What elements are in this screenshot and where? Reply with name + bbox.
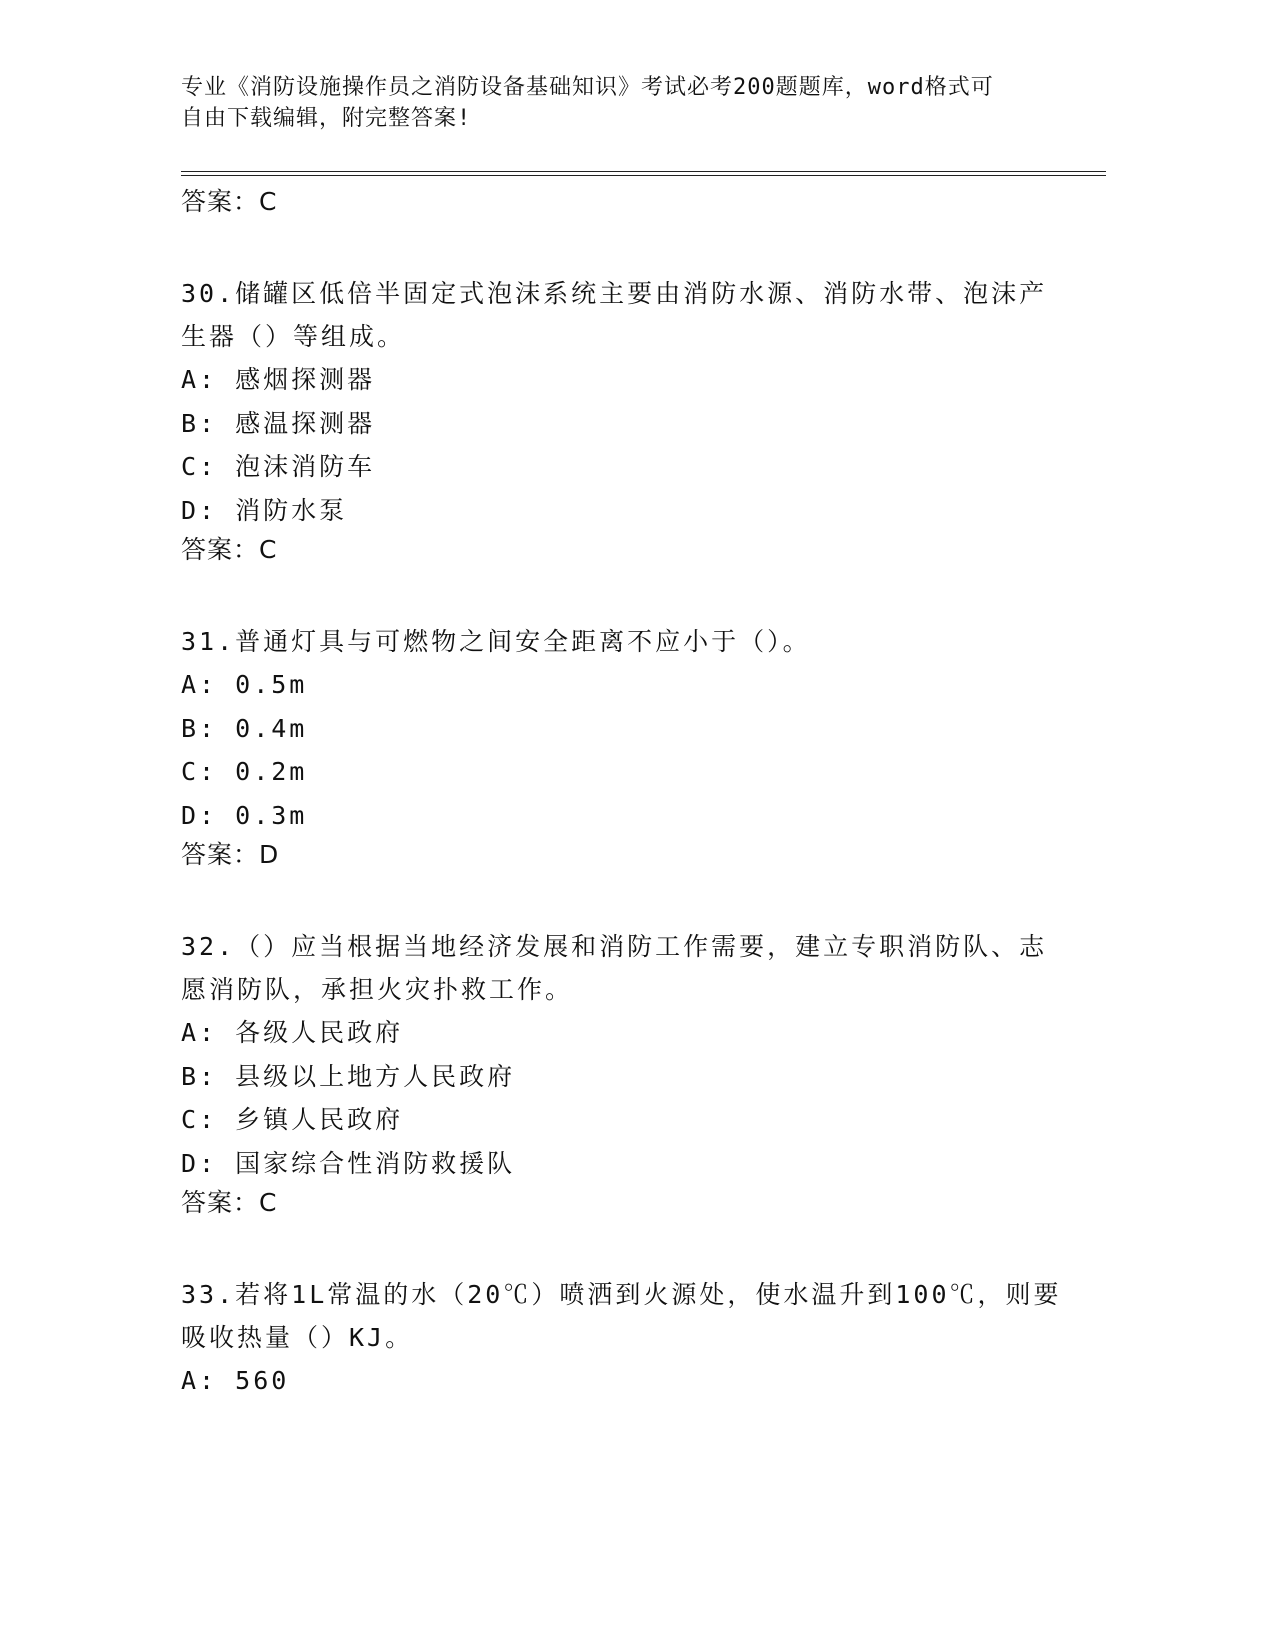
option-b: B: 县级以上地方人民政府	[181, 1061, 516, 1091]
option-c: C: 0.2m	[181, 757, 308, 786]
option-list	[181, 663, 1061, 837]
question-stem	[181, 1273, 1061, 1359]
option-c: C: 泡沫消防车	[181, 452, 376, 481]
question-33	[181, 1273, 1061, 1403]
option-a: A: 各级人民政府	[181, 1018, 404, 1047]
question-30	[181, 272, 1061, 568]
header-divider-bottom	[181, 175, 1106, 176]
option-d: D: 消防水泵	[181, 495, 348, 525]
answer-label: 答案：C	[181, 1188, 278, 1217]
document-header	[181, 72, 1041, 134]
header-line-1: 专业《消防设施操作员之消防设备基础知识》考试必考200题题库，word格式可	[181, 75, 994, 100]
header-divider-top	[181, 171, 1106, 172]
question-31	[181, 620, 1061, 873]
option-c: C: 乡镇人民政府	[181, 1105, 404, 1134]
answer-label: 答案：D	[181, 840, 280, 869]
answer-label: 答案：C	[181, 535, 278, 564]
stem-line: 生器（）等组成。	[181, 322, 406, 351]
stem-line: 愿消防队，承担火灾扑救工作。	[181, 975, 574, 1004]
option-a: A: 560	[181, 1366, 290, 1395]
option-d: D: 国家综合性消防救援队	[181, 1148, 516, 1178]
question-stem	[181, 272, 1061, 358]
question-stem	[181, 620, 1061, 663]
option-a: A: 感烟探测器	[181, 365, 376, 394]
option-b: B: 0.4m	[181, 713, 308, 743]
question-list	[181, 184, 1061, 1403]
stem-line: 32.（）应当根据当地经济发展和消防工作需要，建立专职消防队、志	[181, 932, 1048, 961]
header-line-2: 自由下载编辑，附完整答案!	[181, 106, 472, 131]
stem-line: 吸收热量（）KJ。	[181, 1323, 414, 1352]
answer-label: 答案：C	[181, 187, 278, 216]
option-a: A: 0.5m	[181, 670, 308, 699]
option-b: B: 感温探测器	[181, 408, 376, 438]
question-stem	[181, 925, 1061, 1011]
stem-line: 33.若将1L常温的水（20℃）喷洒到火源处，使水温升到100℃，则要	[181, 1280, 1062, 1309]
option-list	[181, 1359, 1061, 1403]
option-d: D: 0.3m	[181, 800, 308, 830]
stem-line: 30.储罐区低倍半固定式泡沫系统主要由消防水源、消防水带、泡沫产	[181, 279, 1048, 308]
option-list	[181, 1011, 1061, 1185]
stem-line: 31.普通灯具与可燃物之间安全距离不应小于（）。	[181, 627, 811, 656]
question-32	[181, 925, 1061, 1221]
option-list	[181, 358, 1061, 532]
